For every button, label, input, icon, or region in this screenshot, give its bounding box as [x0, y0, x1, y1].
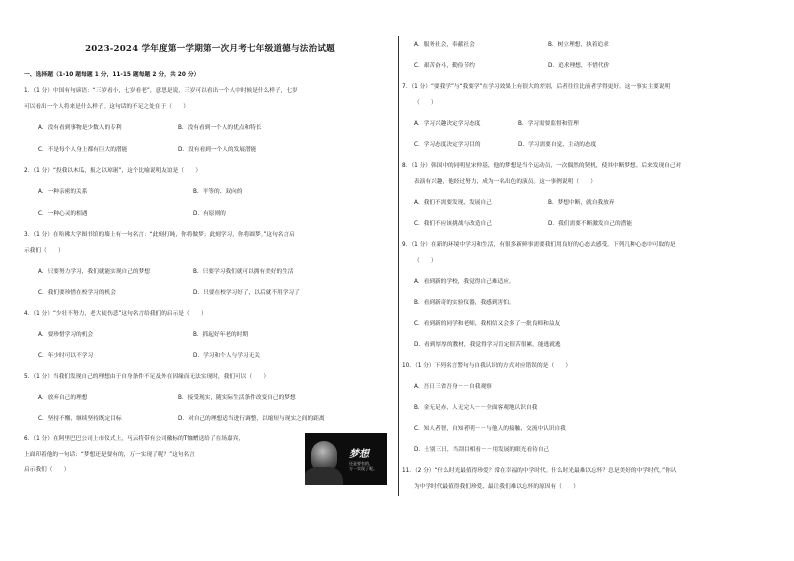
question-10-option-b[interactable]: B．金无足赤，人无完人－－全面客观地认识自我	[414, 405, 538, 411]
question-1-stem-line2: 可以看出一个人将来是什么样子。这句话的不足之处在于（ ）	[24, 104, 189, 110]
column-divider	[398, 36, 399, 496]
question-7-option-a[interactable]: A．学习兴趣决定学习态度	[414, 121, 481, 127]
question-5-stem: 5．（1 分）当我们发现自己的理想由于自身条件不足及外在因缘而无法实现时，我们可以（ ）	[24, 374, 270, 380]
question-9-option-c[interactable]: C．看到新的同学和老师，我相信又会多了一批良师和益友	[414, 321, 561, 327]
question-6-option-c[interactable]: C．艰苦奋斗，勤俭节约	[414, 63, 475, 69]
question-7-option-b[interactable]: B．学习需要监督和管理	[518, 121, 579, 127]
question-5-option-c[interactable]: C．坚持不懈，继续坚持既定目标	[38, 416, 122, 422]
section-heading: 一、选择题（1-10 题每题 1 分，11-15 题每题 2 分，共 20 分）	[24, 72, 200, 78]
question-3-stem-line1: 3．（1 分）在哈佛大学图书馆的墙上有一句名言：“此刻打盹，你将做梦；此刻学习，你将圆梦。”这句名言启	[24, 232, 295, 238]
question-3-option-c[interactable]: C．我们要珍惜在校学习的机会	[38, 290, 116, 296]
question-9-option-a[interactable]: A．看到新的学校，我觉得自己难适应。	[414, 279, 515, 285]
exam-title: 2023-2024 学年度第一学期第一次月考七年级道德与法治试题	[85, 44, 335, 54]
question-3-option-d[interactable]: D．只要在校学习好了，以后就不用学习了	[193, 290, 300, 296]
question-1-stem-line1: 1．（1 分）中国有句谚语：“三岁看小，七岁看老”。意思是说，三岁可以看出一个人中时候是什么样子，七岁	[24, 88, 298, 94]
question-8-option-b[interactable]: B．梦想中断，就自我放弃	[548, 200, 615, 206]
question-2-option-b[interactable]: B．平等的、双向的	[193, 189, 243, 195]
question-6-stem-line3: 启示我们（ ）	[24, 467, 70, 473]
question-5-option-a[interactable]: A．放弃自己的理想	[38, 395, 88, 401]
question-6-stem-line2: 上面印着他的一句话：“梦想还是要有的，万一实现了呢？”这句名言	[24, 452, 195, 458]
question-11-stem-line1: 11．（2 分）“什么时光最值得珍爱？常在幸福的中学时代。什么时光最难以忘怀？总是美好的中学时代。”你认	[402, 468, 677, 474]
question-3-option-b[interactable]: B．只要学习我们就可以拥有美好的生活	[193, 269, 294, 275]
question-8-option-c[interactable]: C．我们不应该挑战与改造自己	[414, 221, 492, 227]
question-7-option-d[interactable]: D．学习需要自觉、主动的态度	[518, 142, 597, 148]
question-8-option-a[interactable]: A．我们不需要发现、发展自己	[414, 200, 492, 206]
question-11-stem-line2: 为中学时代最值得我们珍爱、最让我们难以忘怀的原因有（ ）	[414, 484, 579, 490]
photo-caption	[349, 461, 377, 471]
question-6-option-a[interactable]: A．服务社会，奉献社会	[414, 42, 475, 48]
question-8-option-d[interactable]: D．我们需要不断激发自己的潜能	[548, 221, 633, 227]
question-1-option-a[interactable]: A．没有看到事物是少数人的专利	[38, 125, 122, 131]
question-2-option-a[interactable]: A．一种亲密的关系	[38, 189, 88, 195]
question-9-stem-line2: （ ）	[414, 258, 437, 264]
question-7-stem-line2: （ ）	[414, 100, 437, 106]
question-7-option-c[interactable]: C．学习态度决定学习目的	[414, 142, 481, 148]
question-6-stem-line1: 6．（1 分）在阿里巴巴公司上市仪式上，马云将带有公司徽标的T恤赠送给了在场嘉宾，	[24, 436, 245, 442]
question-2-option-c[interactable]: C．一种心灵的相遇	[38, 211, 88, 217]
question-1-option-c[interactable]: C．不是每个人身上都有巨大的潜能	[38, 147, 128, 153]
question-9-option-b[interactable]: B．看到新奇的实验仪器，我感到害怕。	[414, 300, 515, 306]
question-3-stem-line2: 示我们（ ）	[24, 248, 64, 254]
question-9-option-d[interactable]: D．看到厚厚的教材，我觉得学习肯定很苦很累，能逃就逃	[414, 342, 561, 348]
question-5-option-d[interactable]: D．对自己的理想适当进行调整，以缩短与现实之间的距离	[178, 416, 325, 422]
question-4-option-d[interactable]: D．学习和个人与学习无关	[193, 353, 260, 359]
question-10-option-a[interactable]: A．吾日三省吾身－－自我观察	[414, 384, 492, 390]
question-9-stem-line1: 9．（1 分）在新的环境中学习和生活，有很多新鲜事需要我们用良好的心态去感受。下列几种心态中可取的是	[402, 242, 676, 248]
calligraphy-text: 梦想	[349, 449, 369, 460]
question-7-stem-line1: 7．（1 分）“要我学”与“我要学”在学习效果上有很大的差别，后者往往比前者学得更好。这一事实主要说明	[402, 84, 671, 90]
photo-caption-line2: 万一实现了呢。	[349, 466, 377, 471]
question-8-stem-line2: 表演有兴趣，他经过努力，成为一名出色的演员。这一事例说明（ ）	[414, 179, 596, 185]
jack-ma-photo	[305, 433, 387, 485]
question-4-option-a[interactable]: A．要珍惜学习的机会	[38, 332, 94, 338]
question-4-stem: 4．（1 分）“少壮不努力，老大徒伤悲”这句名言给我们的启示是（ ）	[24, 311, 207, 317]
question-10-stem: 10．（1 分）下列名言警句与自我认识的方式对应错误的是（ ）	[402, 363, 572, 369]
question-4-option-b[interactable]: B．抓起好年老的时期	[193, 332, 249, 338]
photo-caption-line1: 还是要有的，	[349, 461, 373, 466]
question-10-option-d[interactable]: D．士别三日，当刮目相看－－用发展的眼光看待自己	[414, 447, 550, 453]
question-6-option-d[interactable]: D．追求理想，不惜代价	[548, 63, 610, 69]
question-10-option-c[interactable]: C．知人者智，自知者明－－与他人的接触、交流中认识自我	[414, 426, 566, 432]
question-8-stem-line1: 8．（1 分）韩国中的同明星宋仲基，他的梦想是当个运动员，一次偶然的契机，使其中断梦想。后来发现自己对	[402, 163, 682, 169]
question-2-option-d[interactable]: D．有原则的	[193, 211, 226, 217]
question-1-option-b[interactable]: B．没有看到一个人的优点和特长	[178, 125, 262, 131]
question-4-option-c[interactable]: C．年少时可以不学习	[38, 353, 94, 359]
portrait-body	[305, 467, 343, 485]
question-2-stem: 2．（1 分）“投我以木瓜，报之以琼琚”，这个比喻说明友谊是（ ）	[24, 168, 202, 174]
question-6-option-b[interactable]: B．树立理想，执着追求	[548, 42, 609, 48]
question-5-option-b[interactable]: B．接受现实，随实际生活条件改变自己的梦想	[178, 395, 296, 401]
question-3-option-a[interactable]: A．只要努力学习，我们就能实现自己的梦想	[38, 269, 150, 275]
question-1-option-d[interactable]: D．没有看到一个人的发展潜能	[178, 147, 257, 153]
